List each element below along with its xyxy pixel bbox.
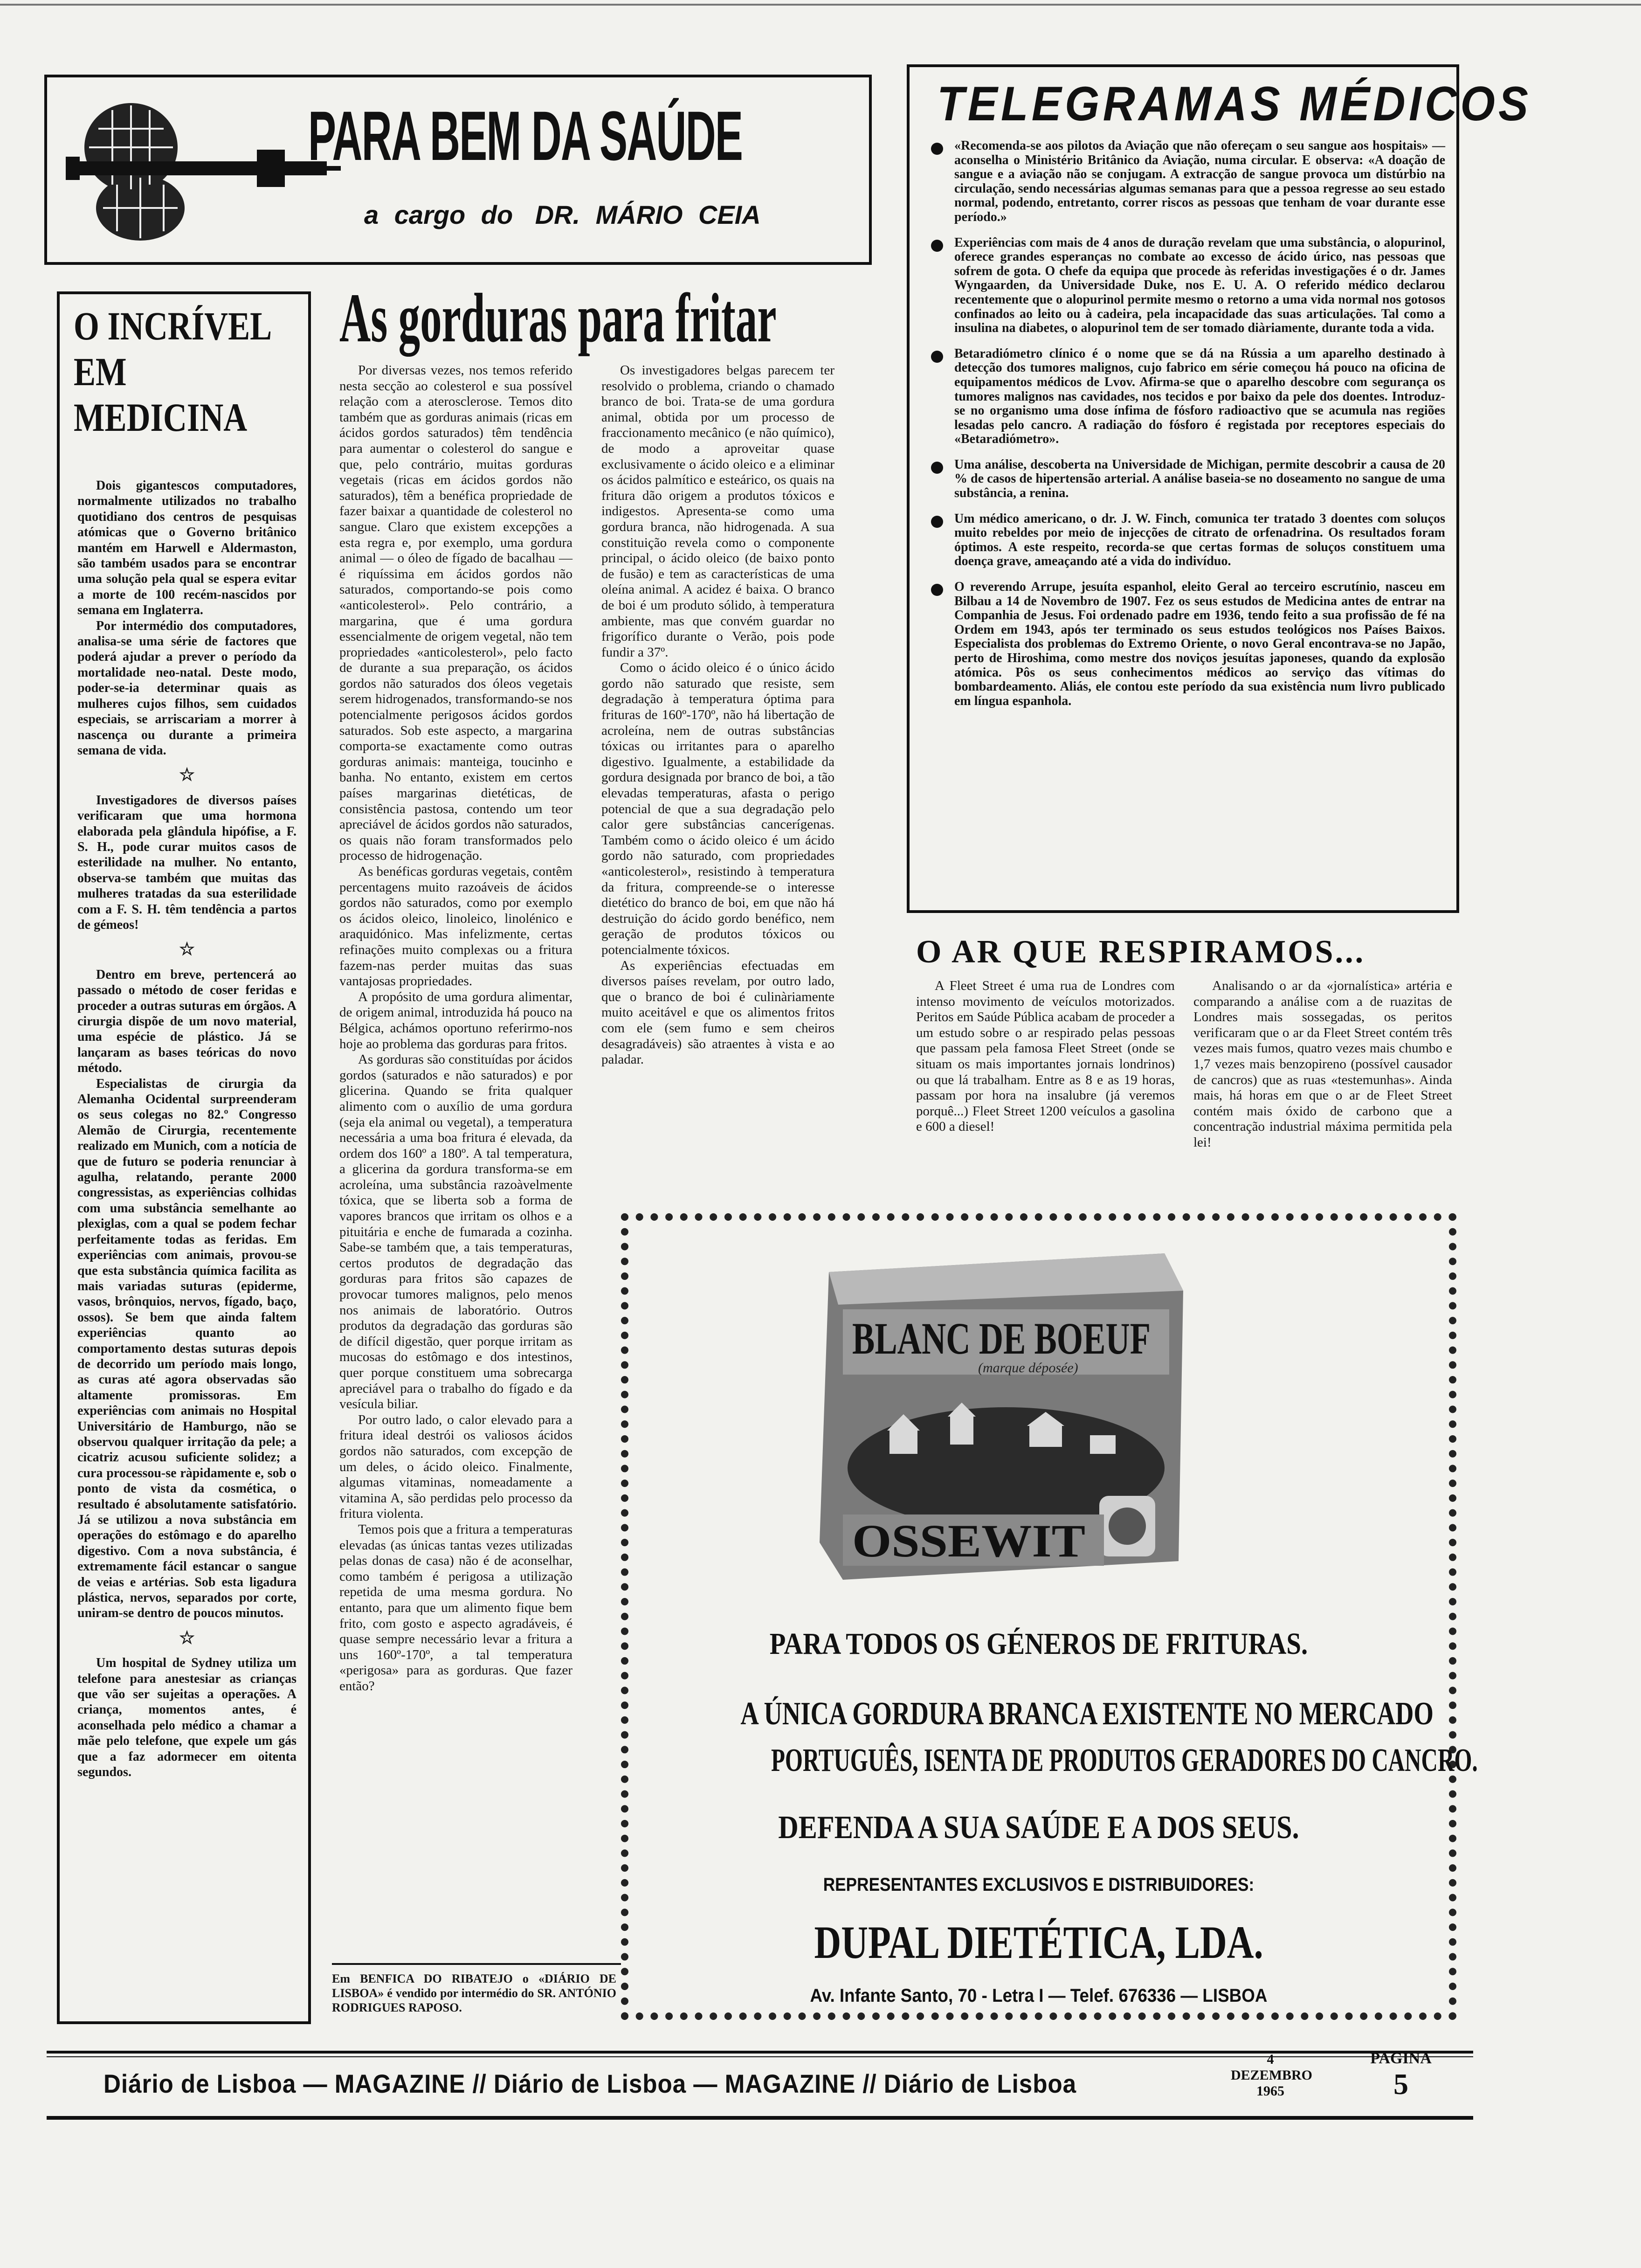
gorduras-paragraph: As gorduras são constituídas por ácidos gordos (saturados e não saturados) e por glicerina. Quando se frita qualquer alimento com o auxílio de uma gordura (seja ela animal ou vegetal), a temperatura necessária a uma boa fritura é elevada, da ordem dos 160º a 180º. A tal temperatura, a glicerina da gordura transforma-se em acroleína, uma substância razoàvelmente tóxica, que se liberta sob a forma de vapores brancos que irritam os olhos e a pituitária e enche de fumarada a cozinha. Sabe-se também que, a tais temperaturas, certos produtos de degradação das gorduras para fritos são capazes de provocar tumores malignos, pelo menos nos animais de laboratório. Outros produtos da degradação das gorduras são de difícil digestão, quer porque irritam as mucosas do estômago e dos intestinos, quer porque constituem uma sobrecarga apreciável para o trabalho do fígado e da vesícula biliar. — [339, 1052, 572, 1412]
star-divider: ☆ — [179, 765, 195, 785]
star-divider: ☆ — [179, 940, 195, 960]
issue-day: 4 — [1267, 2052, 1274, 2067]
header-box — [44, 75, 872, 265]
gorduras-paragraph: As benéficas gorduras vegetais, contêm percentagens muito razoáveis de ácidos gordos não saturados, como por exemplo os ácidos oleico, linoleico, linolénico e araquidónico. Mas infelizmente, certas refinações muito complexas ou a fritura fazem-nas perder muitas das suas vantajosas propriedades. — [339, 864, 572, 989]
telegramas-list — [921, 139, 1445, 904]
incrivel-title — [74, 303, 272, 440]
incrivel-paragraph: Especialistas de cirurgia da Alemanha Ocidental surpreenderam os seus colegas no 82.º Congresso Alemão de Cirurgia, recentemente realizado em Munich, com a notícia de que de futuro se poderia renunciar à agulha, relatando, perante 2000 congressistas, as experiências colhidas com uma substância semelhante ao plexiglas, com a qual se podem fechar perfeitamente todas as feridas. Em experiências com animais, provou-se que esta substância química facilita as mais variadas suturas (epiderme, vasos, brônquios, nervos, fígado, baço, ossos). Se bem que ainda faltem experiências quanto ao comportamento destas suturas depois de decorrido um período mais longo, as curas até agora observadas são altamente promissoras. Em experiências com animais no Hospital Universitário de Hamburgo, não se observou qualquer irritação da pele; a cicatriz acusou suficiente solidez; a cura processou-se ràpidamente e, sob o ponto de vista da cosmética, o resultado é absolutamente satisfatório. Já se utilizou a nova substância em operações do estômago e do aparelho digestivo. Com a nova substância, é extremamente fácil estancar o sangue de veias e artérias. Sob esta ligadura plástica, nervos, separados por corte, uniram-se dentro de poucos minutos. — [77, 1076, 296, 1621]
incrivel-paragraph: Dentro em breve, pertencerá ao passado o método de coser feridas e proceder a outras suturas em órgãos. A cirurgia dispõe de um novo material, uma espécie de plástico. Já se lançaram as bases teóricas do novo método. — [77, 967, 296, 1076]
footer-banner: Diário de Lisboa — MAGAZINE // Diário de Lisboa — MAGAZINE // Diário de Lisboa — [103, 2069, 1077, 2098]
incrivel-paragraph: Um hospital de Sydney utiliza um telefone para anestesiar as crianças que vão ser sujeitas a operações. A criança, momentos antes, é aconselhada pelo médico a chamar a mãe pelo telefone, que expele um gás que a faz adormecer em oitenta segundos. — [77, 1656, 296, 1780]
gorduras-column-1 — [339, 363, 572, 1957]
product-box-bottom-label: OSSEWIT — [852, 1515, 1085, 1567]
byline-name: DR. MÁRIO CEIA — [535, 200, 761, 229]
gorduras-title: As gorduras para fritar — [339, 279, 777, 357]
ad-line-4: DEFENDA A SUA SAÚDE E A DOS SEUS. — [778, 1810, 1299, 1846]
telegrama-item: Betaradiómetro clínico é o nome que se dá na Rússia a um aparelho destinado à detecção dos tumores malignos, cujo fabrico em série começou há pouco na oficina de equipamentos médicos de Lvov. Afirma-se que o aparelho descobre com segurança os tumores malignos nas cavidades, nos tecidos e por baixo da pele dos doentes. Introduz-se no organismo uma dose ínfima de fósforo radioactivo que se acumula nas regiões lesadas pelo cancro. A radiação do fósforo é registada por receptores especiais do «Betaradiómetro». — [921, 347, 1445, 447]
page-number-box — [1354, 2049, 1448, 2101]
gorduras-paragraph: Por outro lado, o calor elevado para a fritura ideal destrói os valiosos ácidos gordos não saturados, com excepção de um deles, o ácido oleico. Finalmente, algumas vitaminas, nomeadamente a vitamina A, são perdidas pelo processo da fritura violenta. — [339, 1412, 572, 1521]
gorduras-paragraph: Como o ácido oleico é o único ácido gordo não saturado que resiste, sem degradação à temperatura óptima para frituras de 160º-170º, não há libertação de acroleína, nem de outras substâncias tóxicas ou irritantes para o aparelho digestivo. Igualmente, a estabilidade da gordura designada por branco de boi, a tão elevadas temperaturas, afasta o perigo potencial de que a sua degradação pelo calor gere substâncias cancerígenas. Também como o ácido oleico é um ácido gordo não saturado, com propriedades «anticolesterol», resistindo à temperatura da fritura, compreende-se o interesse dietético do branco de boi, em que não há destruição do ácido gordo benéfico, nem geração de produtos tóxicos ou potencialmente tóxicos. — [601, 660, 834, 957]
issue-date — [1231, 2052, 1313, 2099]
ad-inner — [656, 1221, 1478, 2013]
telegrama-item: O reverendo Arrupe, jesuíta espanhol, eleito Geral ao terceiro escrutínio, nasceu em Bilbau a 14 de Novembro de 1907. Fez os seus estudos de Medicina antes de entrar na Companhia de Jesus. Foi ordenado padre em 1936, tendo feito a sua profissão de fé na Ordem em 1943, após ter terminado os seus estudos teológicos nos Países Baixos. Especialista dos problemas do Extremo Oriente, o novo Geral encontrava-se no Japão, perto de Hiroshima, como mestre dos noviços jesuítas japoneses, quando da explosão atómica. Pôs os seus conhecimentos médicos ao serviço das vítimas do bombardeamento. Aliás, ele contou este período da sua existência num livro publicado em língua espanhola. — [921, 580, 1445, 708]
syringe-icon — [56, 91, 345, 250]
footer-bottom-rule — [47, 2116, 1473, 2120]
top-rule — [0, 4, 1641, 6]
incrivel-paragraph: Dois gigantescos computadores, normalmente utilizados no trabalho quotidiano dos centros de pesquisas atómicas que o Governo britânico mantém em Harwell e Aldermaston, são também usados para se encontrar uma solução pela qual se espera evitar a morte de 100 recém-nascidos por semana em Inglaterra. — [77, 478, 296, 618]
ar-title: O AR QUE RESPIRAMOS... — [916, 934, 1365, 970]
incrivel-paragraph: Investigadores de diversos países verificaram que uma hormona elaborada pela glândula hipófise, a F. S. H., pode curar muitos casos de esterilidade na mulher. No entanto, observa-se também que muitas das mulheres tratadas da sua esterilidade com a F. S. H. têm tendência a partos de gémeos! — [77, 793, 296, 932]
section-title: PARA BEM DA SAÚDE — [308, 97, 743, 175]
product-box-subtitle: (marque déposée) — [978, 1360, 1078, 1376]
incrivel-paragraph: Por intermédio dos computadores, analisa-se uma série de factores que poderá ajudar a prever o período da mortalidade neo-natal. Deste modo, poder-se-ia determinar quais as mulheres cujos filhos, sem cuidados especiais, se arriscariam a morrer à nascença ou durante a primeira semana de vida. — [77, 618, 296, 758]
page-number: 5 — [1393, 2067, 1408, 2101]
star-divider: ☆ — [179, 1628, 195, 1648]
gorduras-paragraph: A propósito de uma gordura alimentar, de origem animal, introduzida há pouco na Bélgica, achámos oportuno referirmo-nos hoje ao problema das gorduras para fritos. — [339, 989, 572, 1051]
telegrama-item: Uma análise, descoberta na Universidade de Michigan, permite descobrir a causa de 20 % de casos de hipertensão arterial. A análise baseia-se no doseamento no sangue de uma substância, a renina. — [921, 458, 1445, 501]
ad-line-2: A ÚNICA GORDURA BRANCA EXISTENTE NO MERCADO — [740, 1696, 1434, 1732]
telegramas-title: TELEGRAMAS MÉDICOS — [937, 77, 1532, 131]
incrivel-title-line3: MEDICINA — [74, 395, 248, 440]
incrivel-title-line2: EM — [74, 349, 127, 394]
footnote-rule — [332, 1963, 621, 1965]
byline-prefix: a cargo do — [364, 200, 513, 229]
gorduras-paragraph: Por diversas vezes, nos temos referido nesta secção ao colesterol e sua possível relação com a aterosclerose. Temos dito também que as gorduras animais (ricas em ácidos gordos saturados) têm tendência para aumentar o colesterol do sangue e que, pelo contrário, muitas gorduras vegetais (ricas em ácidos gordos não saturados), têm a benéfica propriedade de fazer baixar a quantidade de colesterol no sangue. Claro que existem excepções a esta regra e, por exemplo, uma gordura animal — o óleo de fígado de bacalhau — é riquíssima em ácidos gordos não saturados, comportando-se pois como «anticolesterol». Pelo contrário, a margarina, que é uma gordura essencialmente de origem vegetal, não tem propriedades «anticolesterol», pelo facto de durante a sua preparação, os ácidos gordos não saturados dos óleos vegetais serem hidrogenados, transformando-se nos potencialmente perigosos ácidos gordos saturados. Sob este aspecto, a margarina comporta-se exactamente como outras gorduras animais: manteiga, toucinho e banha. No entanto, existem em certos países margarinas dietéticas, de consistência pastosa, contendo um teor apreciável de ácidos gordos não saturados, os quais não foram transformados pelo processo de hidrogenação. — [339, 363, 572, 864]
incrivel-title-line1: O INCRÍVEL — [74, 304, 272, 348]
gorduras-column-2 — [601, 363, 834, 1249]
ar-column-1: A Fleet Street é uma rua de Londres com intenso movimento de veículos motorizados. Peritos em Saúde Pública acabam de proceder a um estudo sobre o ar respirado pelas pessoas que passam pela famosa Fleet Street (onde se situam os mais importantes jornais londrinos) ou que lá trabalham. Entre as 8 e as 19 horas, passam por hora na insalubre (já veremos porquê...) Fleet Street 1200 veículos a gasolina e 600 a diesel! — [916, 978, 1175, 1134]
issue-month: DEZEMBRO — [1231, 2067, 1313, 2083]
gorduras-paragraph: Os investigadores belgas parecem ter resolvido o problema, criando o chamado branco de boi. Trata-se de uma gordura animal, obtida por um processo de fraccionamento mecânico (e não químico), de modo a aproveitar quase exclusivamente o ácido oleico e a eliminar os ácidos palmítico e esteárico, os quais na fritura dão origem a produtos tóxicos e indigestos. Apresenta-se como uma gordura branca, não hidrogenada. A sua constituição revela como o componente principal, o ácido oleico (de baixo ponto de fusão) e tem as características de uma oleína animal. A acidez é baixa. O branco de boi é um produto sólido, à temperatura ambiente, mas que convém guardar no frigorífico durante o Verão, pois pode fundir a 37º. — [601, 363, 834, 660]
ad-address: Av. Infante Santo, 70 - Letra I — Telef. 676336 — LISBOA — [810, 1985, 1268, 2006]
footnote: Em BENFICA DO RIBATEJO o «DIÁRIO DE LISBOA» é vendido por intermédio do SR. ANTÓNIO RODRIGUES RAPOSO. — [332, 1972, 616, 2014]
gorduras-paragraph: As experiências efectuadas em diversos países revelam, por outro lado, que o branco de boi é culinàriamente muito aceitável e que os alimentos fritos com ele (sem fumo e sem cheiros desagradáveis) são atraentes à vista e ao paladar. — [601, 958, 834, 1067]
issue-year: 1965 — [1256, 2083, 1284, 2099]
product-box-image — [810, 1253, 1193, 1589]
ad-company: DUPAL DIETÉTICA, LDA. — [814, 1916, 1263, 1968]
telegrama-item: Experiências com mais de 4 anos de duração revelam que uma substância, o alopurinol, oferece grandes esperanças no combate ao excesso de ácido úrico, nas pessoas que sofrem de gota. O chefe da equipa que procede às referidas investigações é o dr. James Wyngaarden, da Universidade Duke, nos E. U. A. O referido médico declarou recentemente que o alopurinol permite mesmo o retorno a uma vida normal nos gotosos confinados ao leito ou à cadeira, pela incapacidade das suas articulações. Tal como a insulina na diabetes, o alopurinol tem de ser tomado diàriamente, durante toda a vida. — [921, 236, 1445, 336]
ad-line-1: PARA TODOS OS GÉNEROS DE FRITURAS. — [769, 1627, 1308, 1661]
product-box-top-label: BLANC DE BOEUF — [852, 1314, 1151, 1363]
telegrama-item: Um médico americano, o dr. J. W. Finch, comunica ter tratado 3 doentes com soluços muito rebeldes por meio de injecções de citrato de orfenadrina. Os resultados foram óptimos. A este respeito, recorda-se que certas formas de soluços constituem uma doença grave, ameaçando até a vida do indivíduo. — [921, 512, 1445, 569]
byline — [364, 200, 761, 230]
ad-representatives: REPRESENTANTES EXCLUSIVOS E DISTRIBUIDORES: — [823, 1874, 1255, 1895]
advertisement — [621, 1213, 1478, 2020]
page-label: PAGINA — [1370, 2050, 1432, 2067]
telegrama-item: «Recomenda-se aos pilotos da Aviação que não ofereçam o seu sangue aos hospitais» — aconselha o Ministério Britânico da Aviação, numa circular. E observa: «A doação de sangue e a aviação não se conjugam. A extracção de sangue provoca um distúrbio na circulação, sendo necessárias algumas semanas para que a pessoa regresse ao seu estado normal, podendo, entretanto, correr riscos as pessoas que tenham de voar durante esse período.» — [921, 139, 1445, 225]
gorduras-paragraph: Temos pois que a fritura a temperaturas elevadas (as únicas tantas vezes utilizadas pelas donas de casa) não é de aconselhar, como também é perigosa a utilização repetida de uma mesma gordura. No entanto, para que um alimento fique bem frito, com gosto e aspecto agradáveis, é quase sempre necessário levar a fritura a uns 160º-170º, a tal temperatura «perigosa» para as gorduras. Que fazer então? — [339, 1521, 572, 1694]
ad-line-3: PORTUGUÊS, ISENTA DE PRODUTOS GERADORES DO CANCRO. — [771, 1742, 1478, 1778]
incrivel-body — [77, 478, 296, 2017]
ar-column-2: Analisando o ar da «jornalística» artéria e comparando a análise com a de ruazitas de Londres mais sossegadas, os peritos verificaram que o ar da Fleet Street contém três vezes mais fumos, quatro vezes mais chumbo e 1,7 vezes mais benzopireno (possível causador de cancros) que as ruas «testemunhas». Ainda mais, há horas em que o ar de Fleet Street contém mais óxido de carbono que a concentração industrial máxima permitida pela lei! — [1193, 978, 1452, 1150]
